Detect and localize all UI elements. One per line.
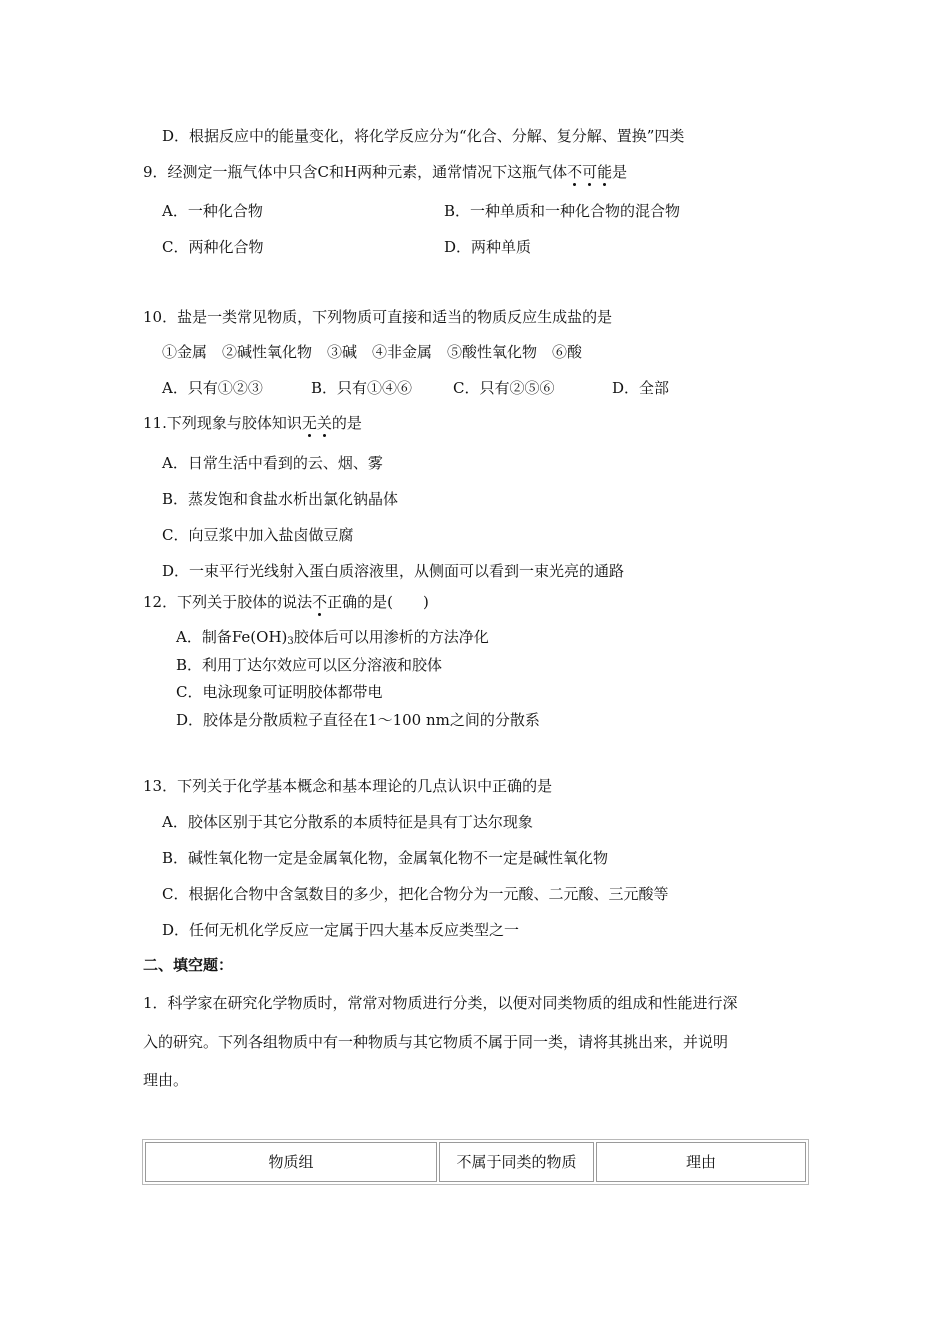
q10-option-a: A．只有①②③ xyxy=(162,379,263,397)
classification-table xyxy=(142,1139,809,1185)
q9-option-a: A．一种化合物 xyxy=(162,202,263,220)
q13-option-c: C．根据化合物中含氢数目的多少，把化合物分为一元酸、二元酸、三元酸等 xyxy=(162,885,669,903)
q12-option-c: C．电泳现象可证明胶体都带电 xyxy=(176,683,383,701)
table-header-row xyxy=(145,1142,806,1182)
table-header-reason: 理由 xyxy=(596,1142,806,1182)
q10-option-c: C．只有②⑤⑥ xyxy=(453,379,555,397)
q10-items: ①金属 ②碱性氧化物 ③碱 ④非金属 ⑤酸性氧化物 ⑥酸 xyxy=(162,343,583,361)
fill-q1-line2: 入的研究。下列各组物质中有一种物质与其它物质不属于同一类，请将其挑出来，并说明 xyxy=(143,1033,729,1051)
q11-option-c: C．向豆浆中加入盐卤做豆腐 xyxy=(162,526,354,544)
q9-stem-text: 9．经测定一瓶气体中只含C和H两种元素，通常情况下这瓶气体 xyxy=(143,163,568,181)
q11-stem-end: 的是 xyxy=(331,414,362,432)
q11-emphasis-char: 无 xyxy=(301,414,317,432)
fill-q1-line1: 1．科学家在研究化学物质时，常常对物质进行分类，以便对同类物质的组成和性能进行深 xyxy=(143,994,738,1012)
q9-emphasis-char: 可 xyxy=(582,163,598,181)
table-header-odd-one: 不属于同类的物质 xyxy=(439,1142,594,1182)
q11-option-a: A．日常生活中看到的云、烟、雾 xyxy=(162,454,383,472)
q10-stem: 10．盐是一类常见物质，下列物质可直接和适当的物质反应生成盐的是 xyxy=(143,308,613,326)
q9-emphasis-char: 不 xyxy=(567,163,583,181)
q12-option-a-text-end: 胶体后可以用渗析的方法净化 xyxy=(293,628,489,646)
q9-option-c: C．两种化合物 xyxy=(162,238,264,256)
q12-stem-end: 正确的是( ) xyxy=(327,593,429,611)
q12-stem-text: 12．下列关于胶体的说法 xyxy=(143,593,313,611)
fill-q1-line3: 理由。 xyxy=(143,1071,189,1089)
q13-option-a: A．胶体区别于其它分散系的本质特征是具有丁达尔现象 xyxy=(162,813,533,831)
q11-option-d: D．一束平行光线射入蛋白质溶液里，从侧面可以看到一束光亮的通路 xyxy=(162,562,625,580)
q9-option-b: B．一种单质和一种化合物的混合物 xyxy=(444,202,681,220)
q10-option-b: B．只有①④⑥ xyxy=(311,379,413,397)
q12-option-d: D．胶体是分散质粒子直径在1～100 nm之间的分散系 xyxy=(176,711,540,729)
q9-option-d: D．两种单质 xyxy=(444,238,532,256)
q12-option-a xyxy=(176,627,489,652)
q8-option-d: D．根据反应中的能量变化，将化学反应分为“化合、分解、复分解、置换”四类 xyxy=(162,127,685,145)
q11-emphasis-char: 关 xyxy=(316,414,332,432)
q12-emphasis-char: 不 xyxy=(312,593,328,611)
q11-stem xyxy=(143,413,362,433)
q11-option-b: B．蒸发饱和食盐水析出氯化钠晶体 xyxy=(162,490,399,508)
section-heading: 二、填空题： xyxy=(143,956,234,974)
q12-option-a-subscript: 3 xyxy=(287,636,294,647)
q12-option-b: B．利用丁达尔效应可以区分溶液和胶体 xyxy=(176,656,443,674)
q11-stem-text: 11.下列现象与胶体知识 xyxy=(143,414,302,432)
q13-option-b: B．碱性氧化物一定是金属氧化物，金属氧化物不一定是碱性氧化物 xyxy=(162,849,609,867)
table-header-group: 物质组 xyxy=(145,1142,437,1182)
q12-stem xyxy=(143,592,429,612)
q10-option-d: D．全部 xyxy=(612,379,670,397)
q13-option-d: D．任何无机化学反应一定属于四大基本反应类型之一 xyxy=(162,921,520,939)
q12-option-a-text: A．制备Fe(OH) xyxy=(176,628,288,646)
q13-stem: 13．下列关于化学基本概念和基本理论的几点认识中正确的是 xyxy=(143,777,553,795)
q9-stem xyxy=(143,162,627,182)
q9-stem-end: 是 xyxy=(612,163,628,181)
q9-emphasis-char: 能 xyxy=(597,163,613,181)
